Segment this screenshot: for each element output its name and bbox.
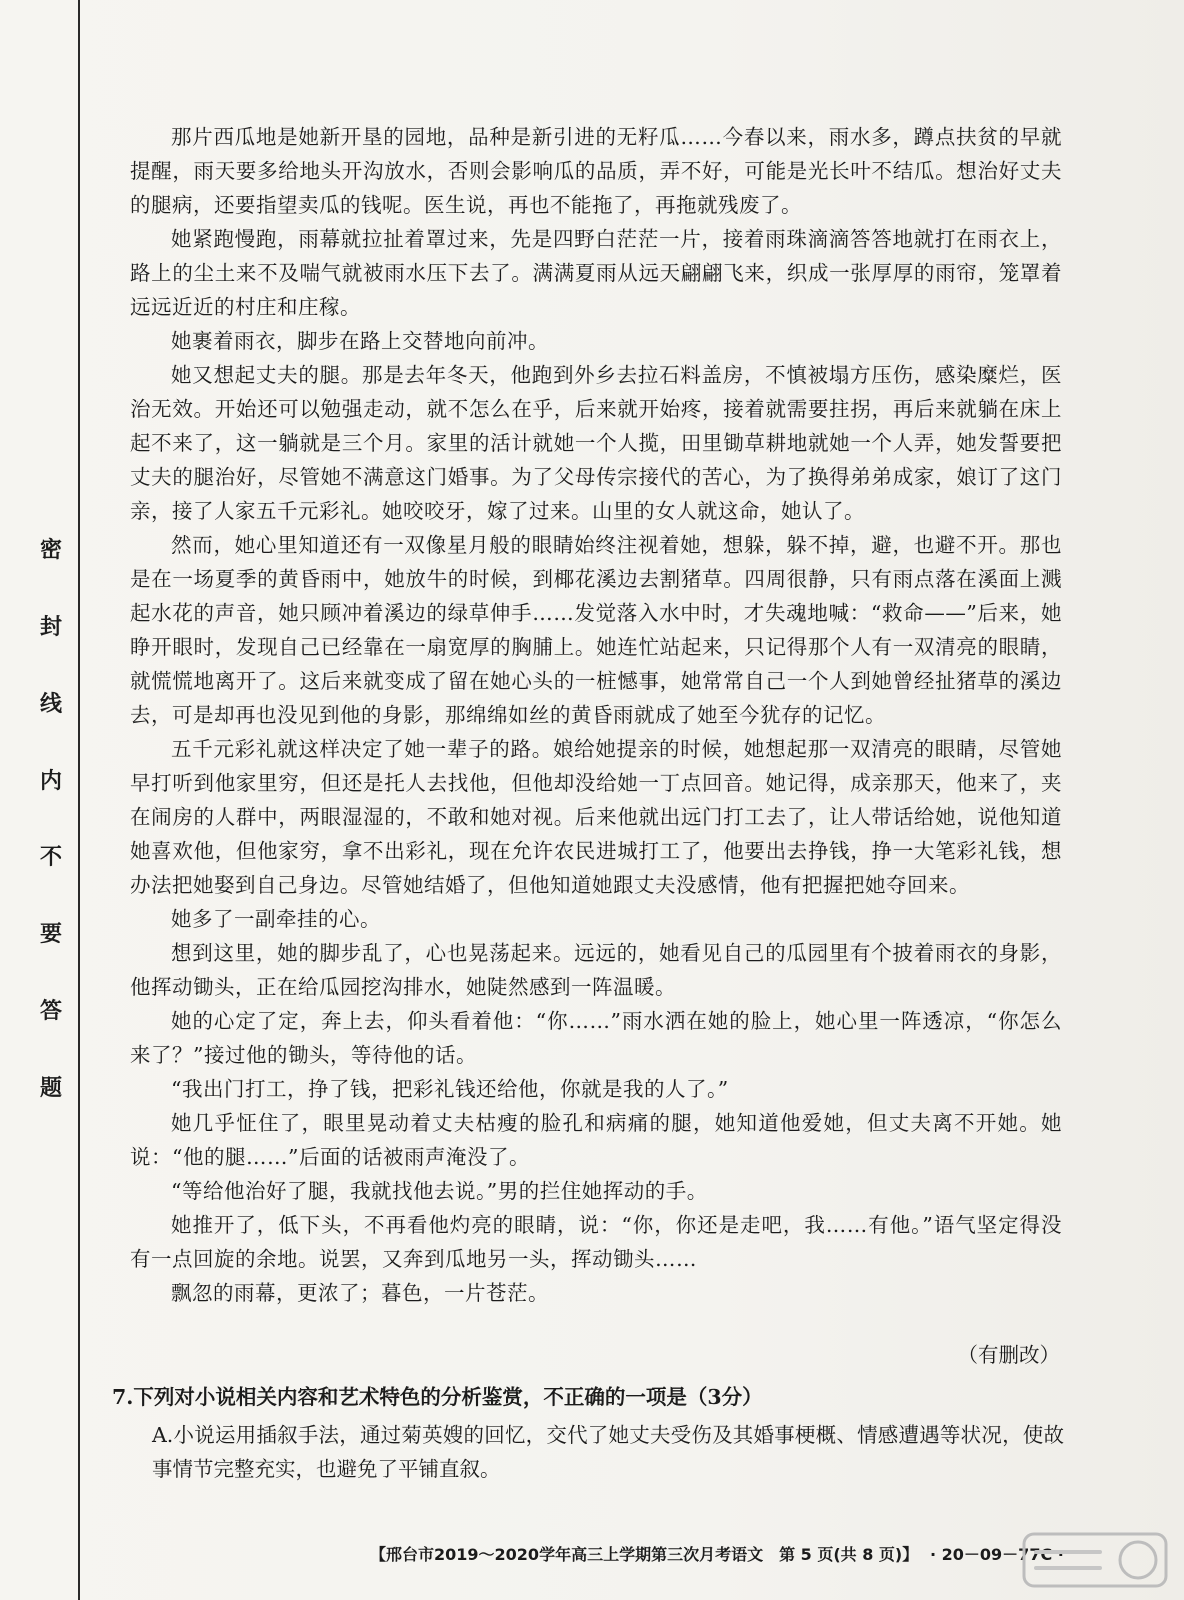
paragraph: 她推开了，低下头，不再看他灼亮的眼睛，说：“你，你还是走吧，我……有他。”语气坚定得没有一点回旋的余地。说罢，又奔到瓜地另一头，挥动锄头……	[130, 1213, 1062, 1271]
paragraph: 那片西瓜地是她新开垦的园地，品种是新引进的无籽瓜……今春以来，雨水多，蹲点扶贫的早就提醒，雨天要多给地头开沟放水，否则会影响瓜的品质，弄不好，可能是光长叶不结瓜。想治好丈夫的腿病，还要指望卖瓜的钱呢。医生说，再也不能拖了，再拖就残废了。	[130, 125, 1062, 217]
seal-char: 内	[39, 768, 62, 794]
footer-exam-info: 【邢台市2019～2020学年高三上学期第三次月考语文 第 5 页(共 8 页)】	[370, 1545, 919, 1564]
paragraph: 然而，她心里知道还有一双像星月般的眼睛始终注视着她，想躲，躲不掉，避，也避不开。那也是在一场夏季的黄昏雨中，她放牛的时候，到椰花溪边去割猪草。四周很静，只有雨点落在溪面上溅起水花的声音，她只顾冲着溪边的绿草伸手……发觉落入水中时，才失魂地喊：“救命——”后来，她睁开眼时，发现自己已经靠在一扇宽厚的胸脯上。她连忙站起来，只记得那个人有一双清亮的眼睛，就慌慌地离开了。这后来就变成了留在她心头的一桩憾事，她常常自己一个人到她曾经扯猪草的溪边去，可是却再也没见到他的身影，那绵绵如丝的黄昏雨就成了她至今犹存的记忆。	[130, 533, 1062, 727]
paragraph: “我出门打工，挣了钱，把彩礼钱还给他，你就是我的人了。”	[171, 1077, 729, 1101]
seal-char: 要	[39, 922, 62, 948]
footer-code: · 20－09－77C ·	[930, 1545, 1064, 1564]
paragraph: “等给他治好了腿，我就找他去说。”男的拦住她挥动的手。	[171, 1179, 708, 1203]
paragraph: 她紧跑慢跑，雨幕就拉扯着罩过来，先是四野白茫茫一片，接着雨珠滴滴答答地就打在雨衣上，路上的尘土来不及喘气就被雨水压下去了。满满夏雨从远天翩翩飞来，织成一张厚厚的雨帘，笼罩着远远近近的村庄和庄稼。	[130, 227, 1062, 319]
page-footer	[0, 1542, 1184, 1572]
story-text	[130, 120, 1062, 1310]
seal-char: 密	[39, 538, 62, 563]
seal-char: 线	[39, 691, 62, 717]
question-stem: 7.下列对小说相关内容和艺术特色的分析鉴赏，不正确的一项是（3分）	[112, 1385, 763, 1409]
paragraph: 飘忽的雨幕，更浓了；暮色，一片苍茫。	[171, 1281, 549, 1305]
paragraph: 她裹着雨衣，脚步在路上交替地向前冲。	[171, 329, 549, 353]
paragraph: 她几乎怔住了，眼里晃动着丈夫枯瘦的脸孔和病痛的腿，她知道他爱她，但丈夫离不开她。她说：“他的腿……”后面的话被雨声淹没了。	[130, 1111, 1062, 1169]
seal-char: 不	[39, 845, 62, 871]
paragraph: 五千元彩礼就这样决定了她一辈子的路。娘给她提亲的时候，她想起那一双清亮的眼睛，尽管她早打听到他家里穷，但还是托人去找他，但他却没给她一丁点回音。她记得，成亲那天，他来了，夹在闹房的人群中，两眼湿湿的，不敢和她对视。后来他就出远门打工去了，让人带话给她，说他知道她喜欢他，但他家穷，拿不出彩礼，现在允许农民进城打工了，他要出去挣钱，挣一大笔彩礼钱，想办法把她娶到自己身边。尽管她结婚了，但他知道她跟丈夫没感情，他有把握把她夺回来。	[130, 737, 1062, 897]
paragraph: 她的心定了定，奔上去，仰头看着他：“你……”雨水洒在她的脸上，她心里一阵透凉，“你怎么来了？”接过他的锄头，等待他的话。	[130, 1009, 1062, 1067]
paragraph: 想到这里，她的脚步乱了，心也晃荡起来。远远的，她看见自己的瓜园里有个披着雨衣的身影，他挥动锄头，正在给瓜园挖沟排水，她陡然感到一阵温暖。	[130, 941, 1062, 999]
seal-char: 封	[39, 614, 62, 640]
seal-char: 答	[39, 999, 62, 1025]
paragraph: 她多了一副牵挂的心。	[171, 907, 381, 931]
watermark-logo-icon	[1020, 1530, 1170, 1590]
source-note: （有删改）	[957, 1343, 1060, 1367]
binding-line	[78, 0, 80, 1600]
question-7	[112, 1380, 1064, 1486]
seal-margin-text	[34, 540, 68, 1100]
question-option-a: A.小说运用插叙手法，通过菊英嫂的回忆，交代了她丈夫受伤及其婚事梗概、情感遭遇等状况，使故事情节完整充实，也避免了平铺直叙。	[152, 1423, 1064, 1481]
paragraph: 她又想起丈夫的腿。那是去年冬天，他跑到外乡去拉石料盖房，不慎被塌方压伤，感染糜烂，医治无效。开始还可以勉强走动，就不怎么在乎，后来就开始疼，接着就需要拄拐，再后来就躺在床上起不来了，这一躺就是三个月。家里的活计就她一个人揽，田里锄草耕地就她一个人弄，她发誓要把丈夫的腿治好，尽管她不满意这门婚事。为了父母传宗接代的苦心，为了换得弟弟成家，娘订了这门亲，接了人家五千元彩礼。她咬咬牙，嫁了过来。山里的女人就这命，她认了。	[130, 363, 1062, 523]
seal-char: 题	[39, 1075, 62, 1101]
